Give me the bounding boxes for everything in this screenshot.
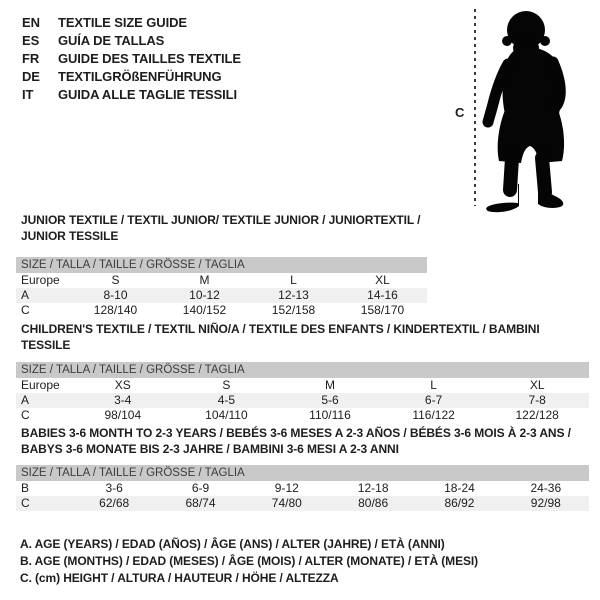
height-measure-figure [0,0,600,215]
size-table-header: SIZE / TALLA / TAILLE / GRÖSSE / TAGLIA [16,465,589,481]
size-cell: M [199,273,210,287]
size-cell: S [111,273,120,287]
size-cell: 140/152 [182,303,227,317]
size-cell: 98/104 [104,408,142,422]
table-row [16,393,589,408]
language-code: DE [22,69,40,84]
language-code: IT [22,87,34,102]
size-cell: 4-5 [217,393,236,407]
size-table-header: SIZE / TALLA / TAILLE / GRÖSSE / TAGLIA [16,362,589,378]
language-guide-title: TEXTILE SIZE GUIDE [58,15,187,30]
height-measure-dashed-line [474,9,476,206]
size-cell: 18-24 [444,481,475,495]
size-cell: 7-8 [528,393,546,407]
footnote-line: C. (cm) HEIGHT / ALTURA / HAUTEUR / HÖHE / ALTEZZA [20,571,339,585]
row-label: C [21,408,30,422]
table-row [16,378,589,393]
language-guide-title: GUIDA ALLE TAGLIE TESSILI [58,87,238,102]
size-cell: 80/86 [358,496,389,510]
language-code: ES [22,33,40,48]
section-title [16,321,589,353]
section-title-line: BABYS 3-6 MONATE BIS 2-3 JAHRE / BAMBINI 3-6 MESI A 2-3 ANNI [21,442,399,456]
table-row [16,273,427,288]
size-cell: 9-12 [274,481,299,495]
language-guide-title: GUIDE DES TAILLES TEXTILE [58,51,241,66]
section-title-line: CHILDREN'S TEXTILE / TEXTIL NIÑO/A / TEXTILE DES ENFANTS / KINDERTEXTIL / BAMBINI TESSILE [21,322,540,352]
size-table [16,257,427,318]
size-cell: 122/128 [515,408,559,422]
size-cell: 3-4 [114,393,132,407]
section-title-line: BABIES 3-6 MONTH TO 2-3 YEARS / BEBÉS 3-6 MESES A 2-3 AÑOS / BÉBÉS 3-6 MOIS À 2-3 ANS / [21,426,571,440]
language-guide-title: TEXTILGRÖßENFÜHRUNG [58,69,222,84]
table-row [16,481,589,496]
size-cell: 12-13 [278,288,309,302]
size-cell: S [222,378,231,392]
size-cell: 104/110 [205,408,248,422]
section-title [16,212,427,244]
size-cell: 14-16 [367,288,398,302]
row-label: C [21,496,30,510]
size-cell: 5-6 [321,393,339,407]
size-cell: 10-12 [189,288,220,302]
row-label: A [21,393,30,407]
table-row [16,496,589,511]
junior-textile-section [16,212,427,318]
size-cell: 152/158 [271,303,316,317]
section-title [16,425,589,457]
children-textile-section [16,321,589,423]
size-table-rows [16,481,589,511]
size-cell: 86/92 [444,496,475,510]
table-row [16,408,589,423]
size-table-rows [16,378,589,423]
language-code: FR [22,51,40,66]
size-cell: XL [529,378,545,392]
size-cell: 158/170 [360,303,405,317]
table-row [16,303,427,318]
size-cell: 24-36 [530,481,562,495]
footnote-line: A. AGE (YEARS) / EDAD (AÑOS) / ÂGE (ANS) / ALTER (JAHRE) / ETÀ (ANNI) [20,537,445,551]
size-cell: L [430,378,437,392]
size-cell: 68/74 [185,496,216,510]
language-code: EN [22,15,40,30]
row-label: Europe [21,273,60,287]
row-label: C [21,303,30,317]
size-cell: 3-6 [105,481,123,495]
footnote-line: B. AGE (MONTHS) / EDAD (MESES) / ÂGE (MOIS) / ALTER (MONATE) / ETÀ (MESI) [20,554,479,568]
row-label: Europe [21,378,60,392]
babies-textile-section [16,425,589,511]
size-table [16,465,589,511]
size-cell: 62/68 [99,496,130,510]
size-cell: 92/98 [530,496,561,510]
size-cell: 116/122 [412,408,455,422]
size-cell: M [324,378,335,392]
size-cell: 128/140 [93,303,138,317]
size-table-header: SIZE / TALLA / TAILLE / GRÖSSE / TAGLIA [16,257,427,273]
row-label: A [21,288,30,302]
section-title-line: JUNIOR TEXTILE / TEXTIL JUNIOR/ TEXTILE JUNIOR / JUNIORTEXTIL / JUNIOR TESSILE [21,213,421,243]
size-table [16,362,589,423]
size-cell: XS [114,378,131,392]
size-cell: XL [375,273,390,287]
size-cell: 74/80 [271,496,302,510]
size-cell: 6-9 [191,481,210,495]
size-cell: 12-18 [357,481,389,495]
language-guide-title: GUÍA DE TALLAS [58,33,165,48]
toddler-silhouette-icon [480,0,600,215]
size-cell: 8-10 [103,288,128,302]
height-measure-label: C [455,105,465,120]
row-label: B [21,481,30,495]
size-table-rows [16,273,427,318]
size-cell: 6-7 [424,393,443,407]
footnotes [20,536,478,587]
size-cell: 110/116 [309,408,351,422]
size-cell: L [290,273,297,287]
table-row [16,288,427,303]
